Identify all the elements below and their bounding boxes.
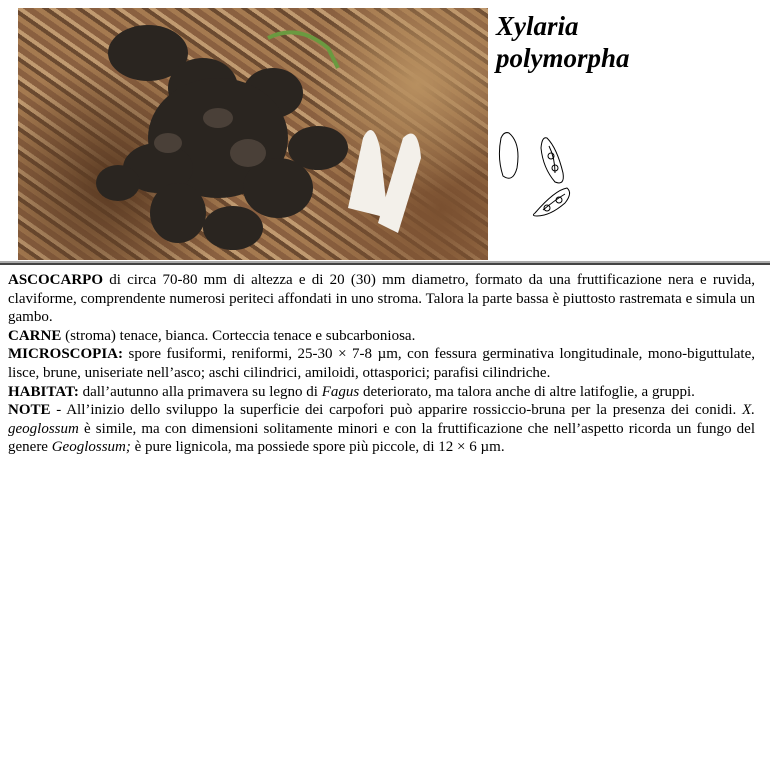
mushroom-photo: [18, 8, 488, 260]
title-epithet: polymorpha: [496, 43, 630, 73]
label-ascocarpo: ASCOCARPO: [8, 272, 104, 288]
text-habitat-b: deteriorato, ma talora anche di altre latifoglie, a gruppi.: [359, 383, 695, 400]
genus-geoglossum: Geoglossum;: [51, 439, 131, 456]
section-note: [8, 401, 755, 457]
description-body: [8, 271, 755, 457]
species-geoglossum: X. geoglossum: [8, 402, 755, 437]
label-microscopia: MICROSCOPIA:: [8, 346, 123, 363]
species-title: [496, 10, 630, 74]
text-note-c: è pure lignicola, ma possiede spore più piccole, di 12 × 6 µm.: [130, 439, 505, 456]
label-carne: CARNE: [8, 327, 62, 344]
text-habitat-a: dall’autunno alla primavera su legno di: [78, 383, 322, 400]
divider: [0, 261, 770, 265]
label-note: NOTE: [8, 402, 51, 419]
title-genus: Xylaria: [496, 11, 579, 41]
label-habitat: HABITAT:: [8, 383, 79, 400]
section-microscopia: [8, 345, 755, 382]
text-microscopia: spore fusiformi, reniformi, 25-30 × 7-8 µm, con fessura germinativa longitudinale, mono-biguttulate, lisce, brune, uniseriate nell’asco; aschi cilindrici, amiloidi, ottasporici; parafisi cilindriche.: [8, 346, 755, 381]
section-habitat: [8, 383, 755, 402]
text-note-a: - All’inizio dello sviluppo la superficie dei carpofori può apparire rossiccio-bruna per la presenza dei conidi.: [50, 402, 743, 419]
spore-drawings: [495, 128, 585, 223]
text-ascocarpo: di circa 70-80 mm di altezza e di 20 (30) mm diametro, formato da una fruttificazione nera e ruvida, claviforme, comprendente numerosi periteci affondati in uno stroma. Talora la parte bassa è piuttosto rastremata e simula un gambo.: [8, 272, 755, 326]
genus-fagus: Fagus: [321, 383, 360, 400]
text-note-b: è simile, ma con dimensioni solitamente minori e con la fruttificazione che nell’aspetto ricorda un fungo del genere: [8, 420, 755, 456]
section-carne: [8, 327, 755, 346]
section-ascocarpo: [8, 271, 755, 327]
xylaria-fruitbodies-illustration: [18, 8, 488, 260]
text-carne: (stroma) tenace, bianca. Corteccia tenace e subcarboniosa.: [61, 327, 416, 344]
